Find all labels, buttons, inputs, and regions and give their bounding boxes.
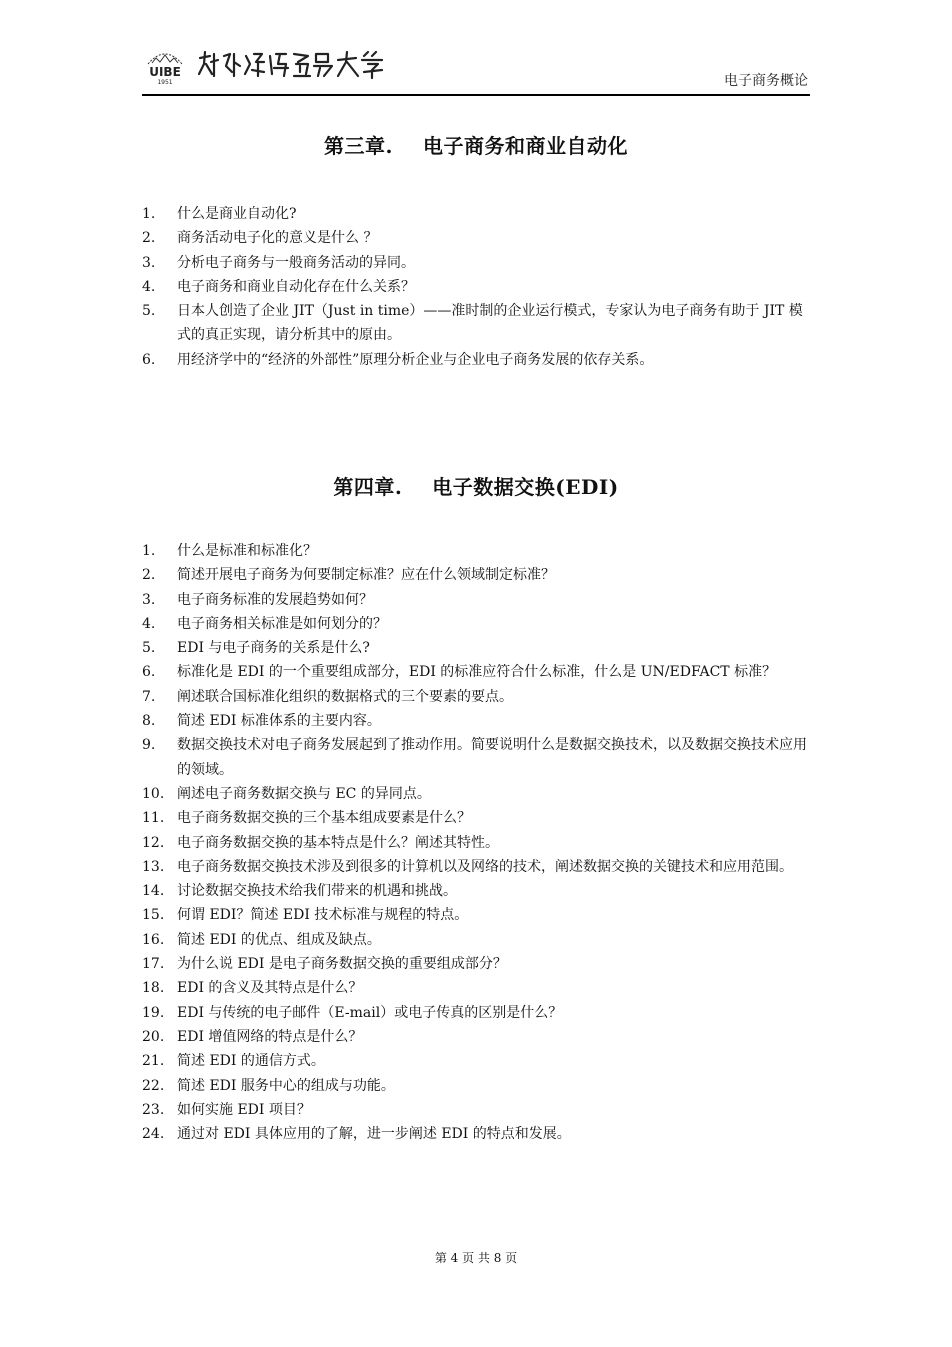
svg-text:UIBE: UIBE	[149, 65, 181, 79]
question-text: 为什么说 EDI 是电子商务数据交换的重要组成部分？	[177, 956, 507, 973]
question-number: 3.	[142, 254, 156, 271]
question-number: 18.	[142, 980, 165, 997]
question-number: 6.	[142, 664, 156, 681]
question-item	[142, 952, 810, 976]
question-item	[142, 636, 810, 660]
question-number: 13.	[142, 858, 165, 875]
question-item	[142, 976, 810, 1000]
question-text: EDI 增值网络的特点是什么？	[177, 1028, 363, 1045]
question-text: 电子商务和商业自动化存在什么关系？	[177, 278, 415, 295]
question-text: 简述开展电子商务为何要制定标准？应在什么领域制定标准？	[177, 567, 555, 584]
question-text: 用经济学中的“经济的外部性”原理分析企业与企业电子商务发展的依存关系。	[177, 351, 654, 368]
question-number: 2.	[142, 567, 156, 584]
question-text: 简述 EDI 的通信方式。	[177, 1053, 325, 1070]
question-item	[142, 660, 810, 684]
question-number: 19.	[142, 1004, 165, 1021]
question-number: 15.	[142, 907, 165, 924]
question-item	[142, 1098, 810, 1122]
question-text: 标准化是 EDI 的一个重要组成部分，EDI 的标准应符合什么标准，什么是 UN/EDFACT 标准？	[177, 664, 777, 681]
question-text: 如何实施 EDI 项目？	[177, 1101, 311, 1118]
question-item	[142, 855, 810, 879]
question-text: 讨论数据交换技术给我们带来的机遇和挑战。	[177, 883, 457, 900]
question-number: 8.	[142, 713, 156, 730]
question-item	[142, 202, 810, 226]
question-number: 1.	[142, 543, 156, 559]
question-item	[142, 251, 810, 275]
chapter-3-question-list	[142, 202, 810, 372]
question-text: 通过对 EDI 具体应用的了解，进一步阐述 EDI 的特点和发展。	[177, 1126, 571, 1143]
question-number: 23.	[142, 1101, 165, 1118]
question-text: 什么是标准和标准化？	[177, 543, 317, 559]
question-number: 6.	[142, 351, 156, 368]
question-item	[142, 1001, 810, 1025]
course-title: 电子商务概论	[724, 73, 808, 89]
chapter-3-title	[0, 130, 952, 159]
question-number: 9.	[142, 737, 156, 754]
chapter-4-number: 第四章.	[333, 475, 403, 499]
question-text: 电子商务数据交换技术涉及到很多的计算机以及网络的技术，阐述数据交换的关键技术和应用范围。	[177, 858, 793, 875]
svg-text:1951: 1951	[157, 79, 173, 86]
question-text: EDI 的含义及其特点是什么？	[177, 980, 363, 997]
question-text: 数据交换技术对电子商务发展起到了推动作用。简要说明什么是数据交换技术，以及数据交换技术应用的领域。	[177, 737, 807, 778]
question-item	[142, 1025, 810, 1049]
question-text: 电子商务相关标准是如何划分的？	[177, 615, 387, 632]
question-text: 电子商务数据交换的三个基本组成要素是什么？	[177, 810, 471, 827]
question-text: 阐述联合国标准化组织的数据格式的三个要素的要点。	[177, 688, 513, 705]
question-text: EDI 与电子商务的关系是什么?	[177, 640, 370, 657]
question-item	[142, 806, 810, 830]
question-number: 16.	[142, 931, 165, 948]
question-number: 3.	[142, 591, 156, 608]
page-footer: 第 4 页 共 8 页	[434, 1251, 518, 1265]
question-item	[142, 709, 810, 733]
question-item	[142, 563, 810, 587]
question-item	[142, 1122, 810, 1146]
question-item	[142, 879, 810, 903]
question-item	[142, 1074, 810, 1098]
question-item	[142, 539, 810, 563]
question-item	[142, 275, 810, 299]
question-item	[142, 782, 810, 806]
question-number: 11.	[142, 810, 165, 827]
chapter-3-name: 电子商务和商业自动化	[422, 134, 628, 158]
question-number: 14.	[142, 883, 165, 900]
university-seal-icon	[142, 46, 188, 86]
question-number: 10.	[142, 785, 165, 802]
question-text: 日本人创造了企业 JIT（Just in time）——准时制的企业运行模式，专家认为电子商务有助于 JIT 模式的真正实现，请分析其中的原由。	[177, 303, 803, 344]
question-item	[142, 1049, 810, 1073]
question-number: 1.	[142, 206, 156, 222]
question-item	[142, 903, 810, 927]
chapter-4-title	[0, 471, 952, 500]
question-number: 20.	[142, 1028, 165, 1045]
question-number: 17.	[142, 956, 165, 973]
question-item	[142, 685, 810, 709]
question-text: 简述 EDI 的优点、组成及缺点。	[177, 931, 381, 948]
question-item	[142, 831, 810, 855]
question-number: 24.	[142, 1126, 165, 1143]
question-number: 2.	[142, 230, 156, 247]
question-text: 简述 EDI 服务中心的组成与功能。	[177, 1077, 395, 1094]
question-item	[142, 348, 810, 372]
chapter-4-question-list	[142, 539, 810, 1146]
question-number: 22.	[142, 1077, 165, 1094]
university-name-calligraphy	[196, 50, 386, 80]
question-text: 分析电子商务与一般商务活动的异同。	[177, 254, 415, 271]
question-item	[142, 733, 810, 782]
question-text: 简述 EDI 标准体系的主要内容。	[177, 713, 381, 730]
question-item	[142, 226, 810, 250]
question-text: 何谓 EDI？简述 EDI 技术标准与规程的特点。	[177, 907, 469, 924]
question-text: 电子商务数据交换的基本特点是什么？阐述其特性。	[177, 834, 499, 851]
question-text: 电子商务标准的发展趋势如何？	[177, 591, 373, 608]
chapter-3-number: 第三章.	[324, 134, 393, 158]
question-item	[142, 928, 810, 952]
question-number: 4.	[142, 615, 156, 632]
question-item	[142, 588, 810, 612]
question-text: 阐述电子商务数据交换与 EC 的异同点。	[177, 785, 431, 802]
question-number: 5.	[142, 640, 156, 657]
question-item	[142, 299, 810, 348]
question-item	[142, 612, 810, 636]
question-number: 12.	[142, 834, 165, 851]
question-number: 21.	[142, 1053, 165, 1070]
question-text: EDI 与传统的电子邮件（E-mail）或电子传真的区别是什么？	[177, 1004, 563, 1021]
question-text: 商务活动电子化的意义是什么 ？	[177, 230, 378, 247]
question-number: 7.	[142, 688, 156, 705]
question-number: 5.	[142, 303, 156, 320]
question-text: 什么是商业自动化?	[177, 206, 297, 222]
question-number: 4.	[142, 278, 156, 295]
chapter-4-name: 电子数据交换(EDI)	[432, 475, 619, 499]
page-header	[142, 40, 810, 96]
